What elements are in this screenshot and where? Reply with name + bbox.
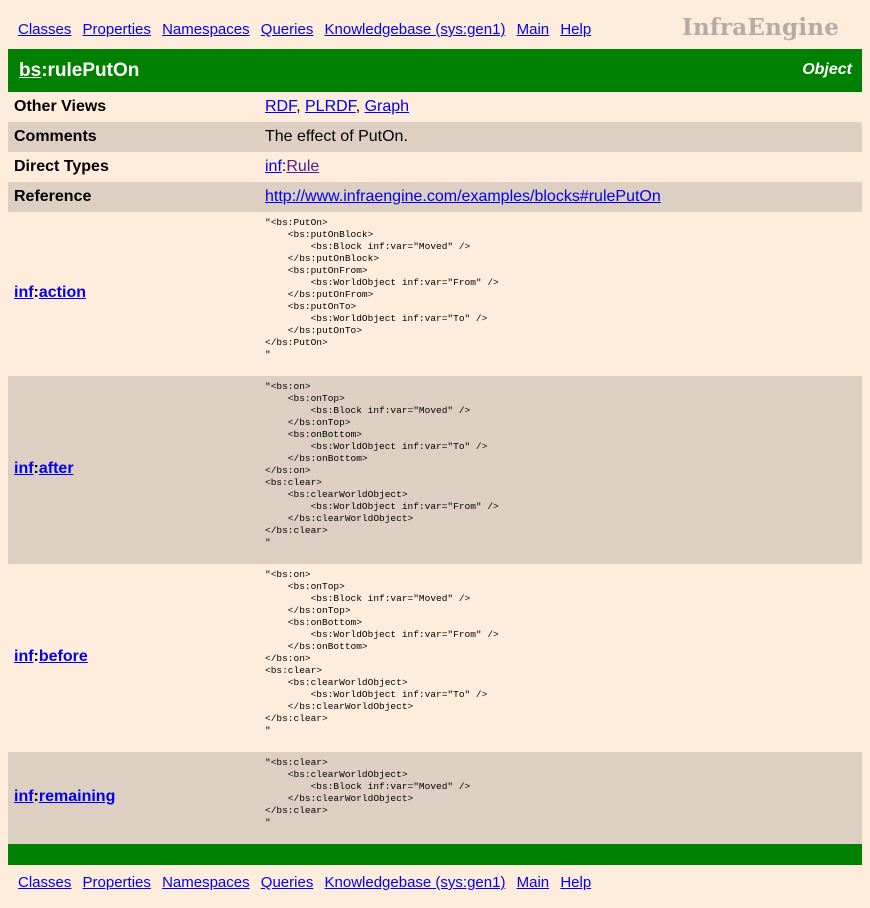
before-prefix-link[interactable]: inf [14, 648, 34, 665]
row-inf-before [8, 564, 862, 752]
other-views-label: Other Views [14, 98, 107, 115]
view-rdf-link[interactable]: RDF [265, 98, 297, 115]
remaining-code-block: "<bs:clear> <bs:clearWorldObject> <bs:Block inf:var="Moved" /> </bs:clearWorldObject> </bs:clear> " [265, 757, 471, 828]
remaining-name-link[interactable]: remaining [38, 788, 116, 805]
action-separator: : [33, 284, 39, 301]
view-graph-link[interactable]: Graph [364, 98, 410, 115]
other-views-value [265, 98, 409, 116]
comments-value: The effect of PutOn. [265, 128, 408, 145]
action-prefix-link[interactable]: inf [14, 284, 34, 301]
object-kind-label: Object [802, 61, 852, 78]
before-code-block: "<bs:on> <bs:onTop> <bs:Block inf:var="Moved" /> </bs:onTop> <bs:onBottom> <bs:WorldObject inf:var="From" /> </bs:onBottom> </bs:on> <bs:clear> <bs:clearWorldObject> <bs:WorldObject inf:var="To" /> </bs:clearWorldObject> </bs:clear> " [265, 569, 499, 736]
before-name-link[interactable]: before [38, 648, 88, 665]
before-property-label [14, 648, 88, 666]
after-prefix-link[interactable]: inf [14, 460, 34, 477]
row-inf-remaining [8, 752, 862, 844]
nav-queries-link[interactable]: Queries [260, 874, 314, 891]
remaining-separator: : [33, 788, 39, 805]
row-inf-after [8, 376, 862, 564]
nav-help-link[interactable]: Help [560, 874, 592, 891]
nav-main-link[interactable]: Main [516, 874, 550, 891]
row-direct-types [8, 152, 862, 182]
nav-namespaces-link[interactable]: Namespaces [162, 874, 250, 891]
reference-label: Reference [14, 188, 92, 205]
action-code-block: "<bs:PutOn> <bs:putOnBlock> <bs:Block inf:var="Moved" /> </bs:putOnBlock> <bs:putOnFrom> <bs:WorldObject inf:var="From" /> </bs:putOnFrom> <bs:putOnTo> <bs:WorldObject inf:var="To" /> </bs:putOnTo> </bs:PutOn> " [265, 217, 499, 360]
view-separator: , [296, 98, 305, 115]
title-separator: : [41, 60, 48, 81]
direct-types-value [265, 158, 319, 176]
view-separator: , [355, 98, 365, 115]
nav-help-link[interactable]: Help [560, 21, 592, 38]
title-bar [8, 49, 862, 92]
nav-main-link[interactable]: Main [516, 21, 550, 38]
after-code-block: "<bs:on> <bs:onTop> <bs:Block inf:var="Moved" /> </bs:onTop> <bs:onBottom> <bs:WorldObject inf:var="To" /> </bs:onBottom> </bs:on> <bs:clear> <bs:clearWorldObject> <bs:WorldObject inf:var="From" /> </bs:clearWorldObject> </bs:clear> " [265, 381, 499, 548]
footer-bar [8, 844, 862, 865]
row-inf-action [8, 212, 862, 376]
row-reference [8, 182, 862, 212]
title-prefix-link[interactable]: bs [19, 60, 42, 81]
nav-knowledgebase-link[interactable]: Knowledgebase (sys:gen1) [324, 21, 506, 38]
type-prefix-link[interactable]: inf [265, 158, 282, 175]
nav-classes-link[interactable]: Classes [18, 21, 72, 38]
view-plrdf-link[interactable]: PLRDF [305, 98, 356, 115]
type-separator: : [281, 158, 287, 175]
comments-label: Comments [14, 128, 97, 145]
top-nav [18, 21, 598, 41]
remaining-property-label [14, 788, 115, 806]
nav-queries-link[interactable]: Queries [260, 21, 314, 38]
type-rule-link[interactable]: Rule [286, 158, 320, 175]
direct-types-label: Direct Types [14, 158, 109, 175]
nav-classes-link[interactable]: Classes [18, 874, 72, 891]
after-name-link[interactable]: after [38, 460, 74, 477]
reference-url-link[interactable]: http://www.infraengine.com/examples/blocks#rulePutOn [265, 188, 661, 205]
before-separator: : [33, 648, 39, 665]
remaining-prefix-link[interactable]: inf [14, 788, 34, 805]
bottom-nav [18, 874, 598, 894]
after-property-label [14, 460, 74, 478]
brand-logo: InfraEngine [682, 14, 840, 41]
title-local-name: rulePutOn [47, 60, 140, 81]
nav-properties-link[interactable]: Properties [82, 874, 151, 891]
nav-properties-link[interactable]: Properties [82, 21, 151, 38]
row-comments [8, 122, 862, 152]
page-title [19, 60, 139, 82]
action-name-link[interactable]: action [38, 284, 86, 301]
row-other-views [8, 92, 862, 122]
nav-namespaces-link[interactable]: Namespaces [162, 21, 250, 38]
nav-knowledgebase-link[interactable]: Knowledgebase (sys:gen1) [324, 874, 506, 891]
action-property-label [14, 284, 86, 302]
after-separator: : [33, 460, 39, 477]
